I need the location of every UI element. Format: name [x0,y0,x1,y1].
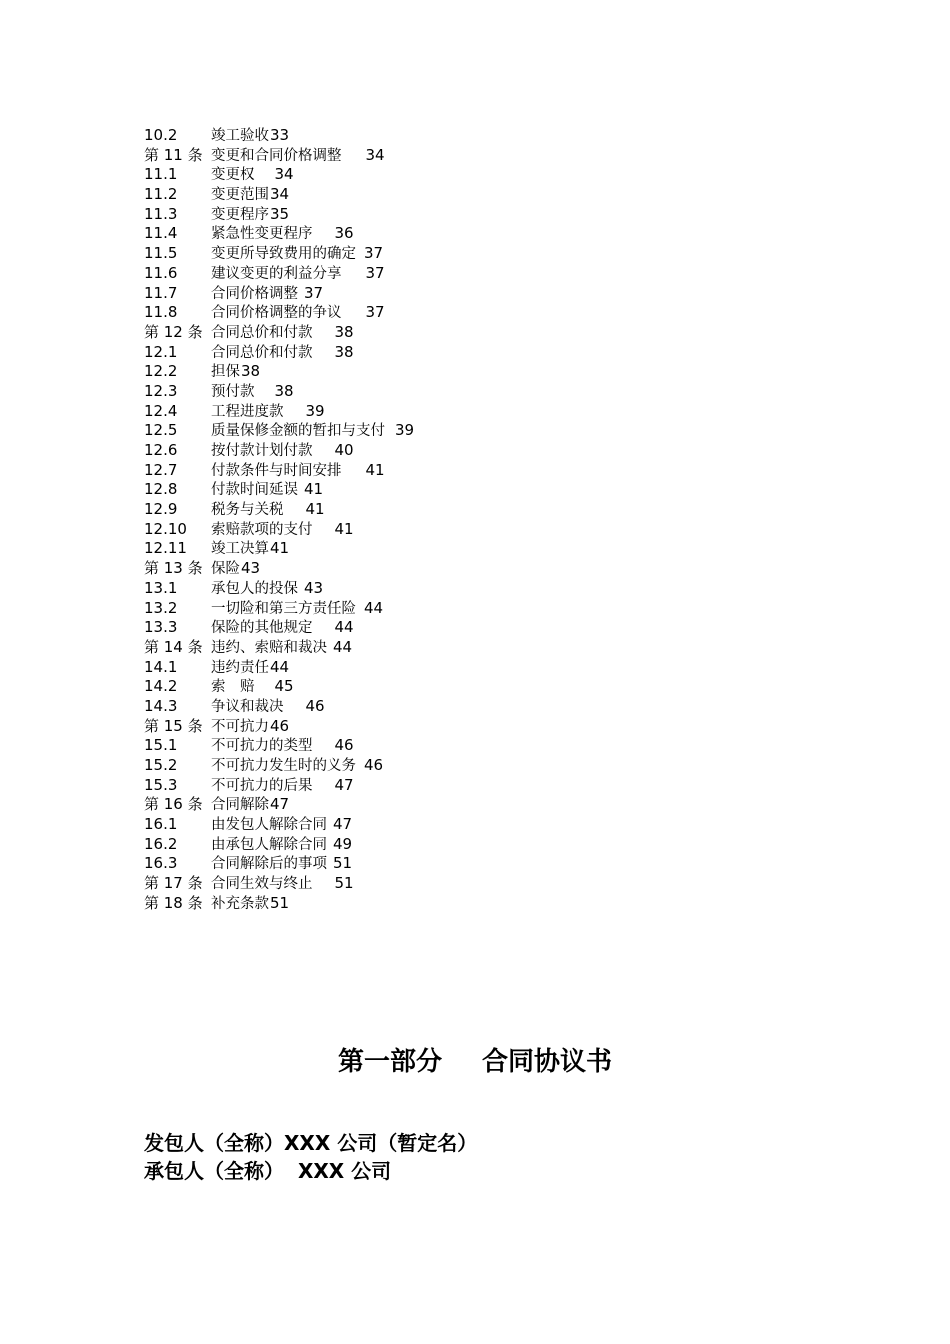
toc-entry [144,559,844,579]
toc-entry-page: 46 [305,696,325,715]
toc-entry [144,835,844,855]
toc-entry-number: 12.1 [144,342,178,361]
toc-entry-page: 34 [365,145,385,164]
toc-entry [144,146,844,166]
toc-entry-number: 14.2 [144,677,178,696]
toc-entry-number: 12.6 [144,441,178,459]
toc-entry-number: 14.1 [144,657,178,676]
toc-entry-title: 一切险和第三方责任险 [211,600,356,617]
toc-entry-title: 质量保修金额的暂扣与支付 [211,423,385,440]
employer-line [144,1129,477,1157]
part-title [0,1044,950,1080]
toc-entry-number: 15.2 [144,756,178,774]
toc-entry [144,579,844,599]
toc-entry [144,303,844,323]
toc-entry-page: 51 [334,874,354,893]
toc-entry-title: 付款条件与时间安排 [211,462,342,479]
toc-entry-page: 44 [364,598,384,617]
toc-entry-title: 违约责任 [211,659,269,676]
toc-entry-number: 16.3 [144,854,178,873]
toc-entry-title: 变更程序 [211,206,269,223]
toc-entry-title: 合同价格调整的争议 [211,305,342,322]
toc-entry-page: 47 [334,775,354,794]
toc-entry-page: 44 [270,657,290,676]
toc-entry [144,677,844,697]
toc-entry-page: 38 [241,362,261,381]
toc-entry-page: 43 [241,559,261,578]
toc-entry-number: 第 12 条 [144,322,203,341]
toc-entry-page: 46 [364,756,384,774]
toc-entry-title: 建议变更的利益分享 [211,265,342,282]
toc-entry [144,480,844,500]
toc-entry-title: 补充条款 [211,895,269,912]
toc-entry [144,500,844,520]
toc-entry [144,697,844,717]
toc-entry-page: 38 [334,322,354,341]
toc-entry [144,205,844,225]
toc-entry-number: 12.3 [144,381,178,400]
toc-entry-number: 11.2 [144,185,178,204]
toc-entry [144,854,844,874]
toc-entry-number: 13.1 [144,578,178,597]
toc-entry [144,658,844,678]
part-label: 第一部分 [337,1047,442,1077]
toc-entry-page: 41 [305,500,325,519]
toc-entry-number: 14.3 [144,696,178,715]
toc-entry-page: 45 [274,677,294,696]
toc-entry-number: 12.11 [144,539,187,558]
toc-entry [144,244,844,264]
toc-entry-page: 34 [270,185,290,204]
toc-entry-page: 51 [270,893,290,912]
toc-entry-page: 44 [333,637,353,656]
toc-entry-number: 11.3 [144,204,178,223]
toc-entry-page: 43 [304,578,324,597]
toc-entry-number: 11.8 [144,303,178,322]
toc-entry-number: 11.4 [144,224,178,243]
toc-entry [144,815,844,835]
toc-entry [144,264,844,284]
toc-entry-title: 合同价格调整 [211,285,298,302]
toc-entry-page: 38 [334,342,354,361]
toc-entry-page: 46 [334,736,354,755]
toc-entry-number: 12.7 [144,460,178,479]
toc-entry-title: 承包人的投保 [211,580,298,597]
toc-entry-number: 12.8 [144,480,178,499]
toc-entry-number: 第 18 条 [144,893,203,912]
toc-entry [144,756,844,776]
toc-entry-title: 不可抗力发生时的义务 [211,758,356,774]
toc-entry-number: 13.3 [144,618,178,637]
toc-entry-number: 第 11 条 [144,145,203,164]
toc-entry-page: 38 [274,381,294,400]
toc-entry-number: 10.2 [144,126,178,144]
toc-entry-number: 12.9 [144,500,178,519]
toc-entry-title: 竣工决算 [211,541,269,558]
toc-entry-number: 11.5 [144,244,178,263]
toc-entry-page: 35 [270,204,290,223]
toc-entry-page: 41 [304,480,324,499]
toc-entry-title: 不可抗力 [211,718,269,735]
toc-entry [144,323,844,343]
toc-entry-page: 51 [333,854,353,873]
toc-entry-page: 41 [334,519,354,538]
toc-entry [144,618,844,638]
toc-entry [144,284,844,304]
toc-entry [144,185,844,205]
toc-entry-title: 竣工验收 [211,128,269,144]
toc-entry-page: 37 [365,303,385,322]
toc-entry [144,717,844,737]
toc-entry [144,224,844,244]
toc-entry-page: 41 [365,460,385,479]
toc-entry-page: 46 [270,716,290,735]
toc-entry-title: 按付款计划付款 [211,443,313,459]
toc-entry-number: 15.3 [144,775,178,794]
contractor-suffix: 公司 [351,1159,392,1183]
toc-entry [144,795,844,815]
toc-entry [144,402,844,422]
toc-entry-page: 47 [270,795,290,814]
toc-entry-title: 不可抗力的类型 [211,738,313,755]
toc-entry-title: 合同总价和付款 [211,324,313,341]
toc-entry-number: 16.1 [144,815,178,834]
toc-entry [144,441,844,461]
toc-entry-number: 12.2 [144,362,178,381]
toc-entry-title: 由发包人解除合同 [211,817,327,834]
toc-entry-number: 11.1 [144,165,178,184]
contractor-name: XXX [297,1159,345,1183]
toc-entry-page: 37 [365,263,385,282]
toc-entry [144,776,844,796]
toc-entry-title: 合同解除后的事项 [211,856,327,873]
toc-entry-title: 变更权 [211,167,255,184]
toc-entry [144,599,844,619]
toc-entry-title: 不可抗力的后果 [211,777,313,794]
toc-entry [144,461,844,481]
toc-entry-page: 41 [270,539,290,558]
toc-entry-page: 37 [364,244,384,263]
toc-entry-number: 16.2 [144,834,178,853]
toc-entry-number: 13.2 [144,598,178,617]
toc-entry [144,638,844,658]
toc-entry-number: 12.5 [144,421,178,440]
toc-entry-number: 第 14 条 [144,637,203,656]
toc-entry-title: 工程进度款 [211,403,284,420]
toc-entry-title: 保险 [211,561,240,578]
toc-entry [144,165,844,185]
toc-entry-number: 第 13 条 [144,559,203,578]
toc-entry-title: 税务与关税 [211,502,284,519]
employer-name: XXX [284,1131,331,1155]
toc-entry [144,874,844,894]
toc-entry-number: 11.7 [144,283,178,302]
table-of-contents [144,126,844,914]
toc-entry-number: 第 17 条 [144,874,203,893]
toc-entry-title: 保险的其他规定 [211,620,313,637]
toc-entry-title: 索 赔 [211,679,255,696]
toc-entry-page: 36 [334,224,354,243]
toc-entry-page: 39 [305,401,325,420]
toc-entry-title: 担保 [211,364,240,381]
contractor-line [144,1157,391,1185]
toc-entry-page: 33 [270,126,290,144]
toc-entry [144,894,844,914]
toc-entry-title: 合同总价和付款 [211,344,313,361]
toc-entry-number: 第 15 条 [144,716,203,735]
toc-entry [144,382,844,402]
employer-suffix: 公司（暂定名） [337,1131,478,1155]
toc-entry-number: 第 16 条 [144,795,203,814]
toc-entry-title: 变更和合同价格调整 [211,147,342,164]
toc-entry-title: 索赔款项的支付 [211,521,313,538]
toc-entry-title: 紧急性变更程序 [211,226,313,243]
toc-entry-page: 47 [333,815,353,834]
toc-entry-page: 40 [334,441,354,459]
employer-label: 发包人（全称） [144,1131,284,1155]
contractor-label: 承包人（全称） [144,1159,284,1183]
toc-entry-title: 违约、索赔和裁决 [211,639,327,656]
toc-entry-number: 12.10 [144,519,187,538]
toc-entry [144,520,844,540]
part-heading: 合同协议书 [482,1047,613,1077]
toc-entry [144,421,844,441]
toc-entry [144,736,844,756]
toc-entry-title: 付款时间延误 [211,482,298,499]
toc-entry-title: 变更所导致费用的确定 [211,246,356,263]
toc-entry-title: 预付款 [211,383,255,400]
toc-entry [144,539,844,559]
toc-entry-number: 15.1 [144,736,178,755]
toc-entry-number: 12.4 [144,401,178,420]
toc-entry [144,362,844,382]
toc-entry-number: 11.6 [144,263,178,282]
toc-entry-title: 合同解除 [211,797,269,814]
toc-entry-page: 37 [304,283,324,302]
toc-entry-page: 39 [395,421,415,440]
toc-entry-title: 由承包人解除合同 [211,836,327,853]
toc-entry [144,126,844,146]
toc-entry-page: 44 [334,618,354,637]
toc-entry-page: 49 [333,834,353,853]
toc-entry-title: 变更范围 [211,187,269,204]
toc-entry-title: 合同生效与终止 [211,876,313,893]
toc-entry-title: 争议和裁决 [211,698,284,715]
toc-entry [144,343,844,363]
toc-entry-page: 34 [274,165,294,184]
